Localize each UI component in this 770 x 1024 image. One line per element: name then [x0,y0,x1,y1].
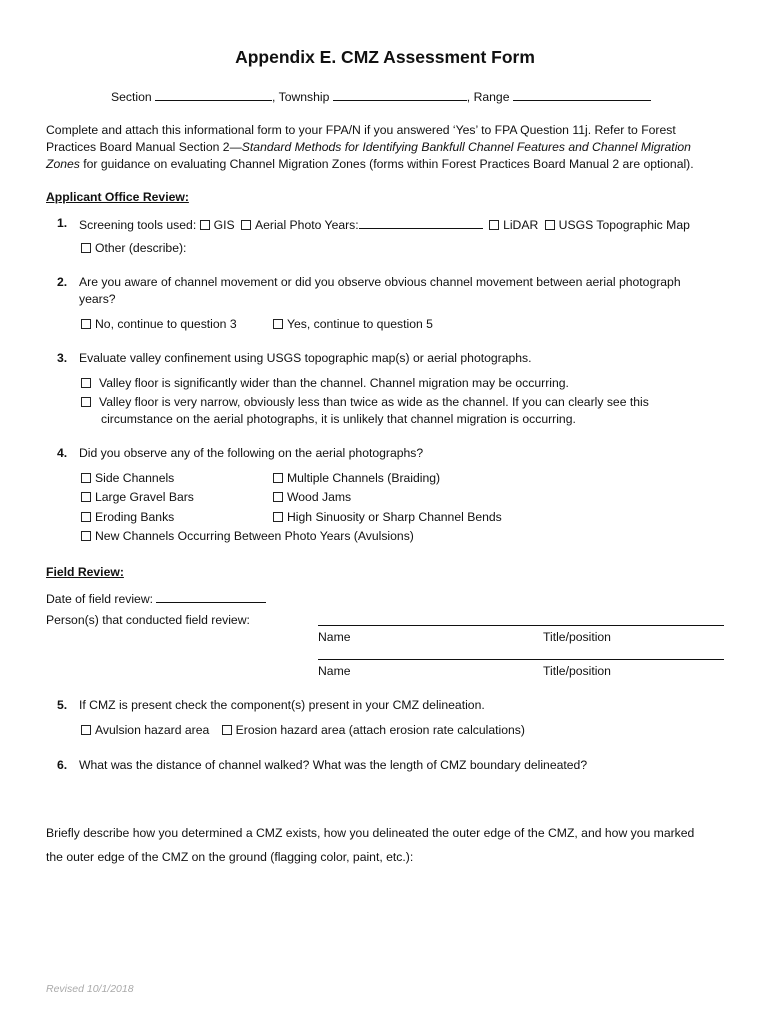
form-title: Appendix E. CMZ Assessment Form [235,47,535,67]
persons-label: Person(s) that conducted field review: [46,613,250,627]
person2-title-label: Title/position [543,664,611,678]
describe-line1: Briefly describe how you determined a CMZ exists, how you delineated the outer edge of the CMZ, and how you marked [46,826,695,840]
intro-text-2: for guidance on evaluating Channel Migration Zones (forms within Forest Practices Board Manual 2 are optional). [79,157,694,171]
wood-jams-label: Wood Jams [287,490,352,504]
applicant-office-review-header: Applicant Office Review: [46,190,189,204]
person1-title-label: Title/position [543,630,611,644]
q3-narrow-label-line2: circumstance on the aerial photographs, it is unlikely that channel migration is occurring. [101,412,576,426]
person1-line[interactable] [318,625,724,626]
aerial-photo-checkbox[interactable] [241,220,251,230]
gis-label: GIS [213,218,235,232]
q1-number: 1. [57,216,68,230]
usgs-label: USGS Topographic Map [558,218,690,232]
q4-text: Did you observe any of the following on the aerial photographs? [79,446,424,460]
q3-narrow-label-line1: Valley floor is very narrow, obviously less than twice as wide as the channel. If you can clearly see this [99,395,649,409]
person1-name-label: Name [318,630,351,644]
high-sinuosity-label: High Sinuosity or Sharp Channel Bends [287,510,502,524]
large-gravel-bars-checkbox[interactable] [81,492,91,502]
gis-checkbox[interactable] [200,220,210,230]
q1-other-row [81,241,186,255]
q4-large-gravel-bars [81,490,194,504]
q3-wider-label: Valley floor is significantly wider than the channel. Channel migration may be occurring. [99,376,569,390]
q2-no-checkbox[interactable] [81,319,91,329]
other-checkbox[interactable] [81,243,91,253]
avulsion-checkbox[interactable] [81,725,91,735]
q3-text: Evaluate valley confinement using USGS topographic map(s) or aerial photographs. [79,351,532,365]
date-label: Date of field review: [46,592,154,606]
q2-yes-checkbox[interactable] [273,319,283,329]
q4-number: 4. [57,446,68,460]
q5-number: 5. [57,698,68,712]
q3-wider-checkbox[interactable] [81,378,91,388]
township-label: , Township [272,90,330,104]
aerial-photo-years-field[interactable] [359,216,483,229]
q2-yes-label: Yes, continue to question 5 [287,317,433,331]
new-channels-label: New Channels Occurring Between Photo Years (Avulsions) [95,529,414,543]
q2-option-yes [273,317,433,331]
intro-text-1: Complete and attach this informational form to your FPA/N if you answered ‘Yes’ to FPA Question 11j. Refer to Forest Practices Board Manual Section 2— [46,123,676,154]
other-label: Other (describe): [95,241,187,255]
person2-line[interactable] [318,659,724,660]
high-sinuosity-checkbox[interactable] [273,512,283,522]
q2-option-no [81,317,237,331]
revision-footer: Revised 10/1/2018 [46,983,134,995]
q4-high-sinuosity [273,510,502,524]
date-field[interactable] [156,590,266,603]
q1-row [79,216,690,232]
avulsion-label: Avulsion hazard area [95,723,210,737]
large-gravel-bars-label: Large Gravel Bars [95,490,194,504]
section-field[interactable] [155,88,272,101]
intro-italic-reference: Standard Methods for Identifying Bankfull Channel Features and Channel Migration Zones [46,140,691,171]
lidar-label: LiDAR [503,218,539,232]
wood-jams-checkbox[interactable] [273,492,283,502]
erosion-checkbox[interactable] [222,725,232,735]
section-label: Section [111,90,152,104]
date-row [46,590,266,606]
q6-number: 6. [57,758,68,772]
q4-new-channels [81,529,414,543]
q4-side-channels [81,471,174,485]
side-channels-checkbox[interactable] [81,473,91,483]
q2-text-line1: Are you aware of channel movement or did you observe obvious channel movement between aerial photograph [79,275,681,289]
location-row [111,88,651,104]
q6-text: What was the distance of channel walked? What was the length of CMZ boundary delineated? [79,758,588,772]
describe-line2: the outer edge of the CMZ on the ground (flagging color, paint, etc.): [46,850,414,864]
q3-narrow-checkbox[interactable] [81,397,91,407]
q4-eroding-banks [81,510,174,524]
range-label: , Range [466,90,510,104]
multiple-channels-label: Multiple Channels (Braiding) [287,471,441,485]
q2-number: 2. [57,275,68,289]
q2-no-label: No, continue to question 3 [95,317,237,331]
aerial-photo-label: Aerial Photo Years: [255,218,359,232]
intro-paragraph [46,122,726,173]
q4-multiple-channels [273,471,440,485]
township-field[interactable] [333,88,467,101]
person2-name-label: Name [318,664,351,678]
multiple-channels-checkbox[interactable] [273,473,283,483]
q1-text: Screening tools used: [79,218,197,232]
q2-text-line2: years? [79,292,116,306]
q5-text: If CMZ is present check the component(s) present in your CMZ delineation. [79,698,485,712]
erosion-label: Erosion hazard area (attach erosion rate calculations) [235,723,525,737]
new-channels-checkbox[interactable] [81,531,91,541]
q4-wood-jams [273,490,351,504]
field-review-header: Field Review: [46,565,124,579]
eroding-banks-label: Eroding Banks [95,510,175,524]
side-channels-label: Side Channels [95,471,175,485]
usgs-checkbox[interactable] [545,220,555,230]
q3-option-1 [81,376,569,390]
q5-options [81,723,525,737]
range-field[interactable] [513,88,651,101]
eroding-banks-checkbox[interactable] [81,512,91,522]
q3-number: 3. [57,351,68,365]
q3-option-2 [81,395,649,409]
lidar-checkbox[interactable] [489,220,499,230]
